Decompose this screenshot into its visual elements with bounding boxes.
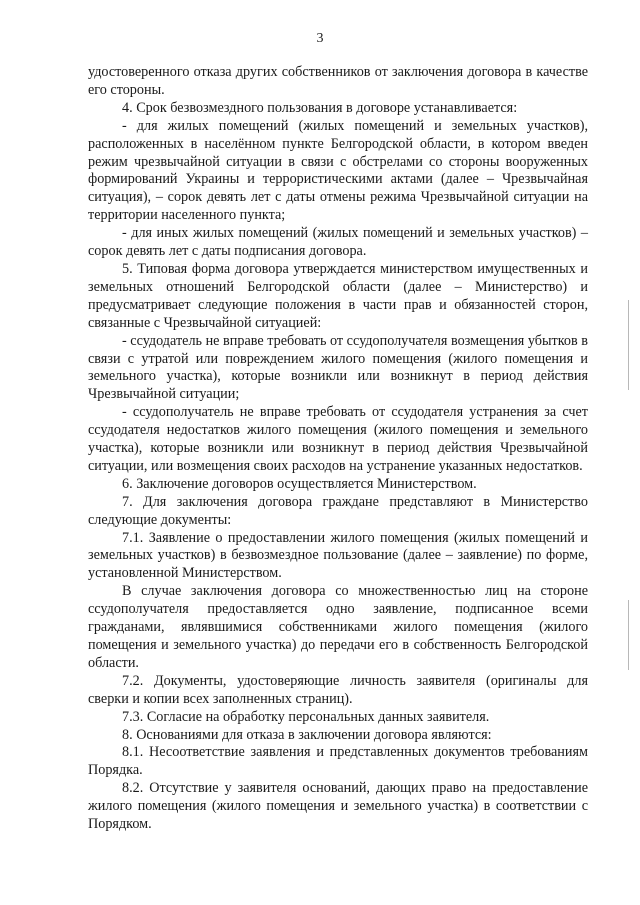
paragraph-8: 8. Основаниями для отказа в заключении договора являются: [122, 726, 492, 743]
document-body [88, 64, 588, 834]
paragraph-7-1: 7.1. Заявление о предоставлении жилого помещения (жилых помещений и земельных участков) в безвозмездное пользование (далее – заявление) по форме, установленной Министерством. [88, 529, 588, 582]
scan-edge-mark [628, 600, 635, 670]
page-number: 3 [316, 31, 324, 46]
paragraph-5-form: 5. Типовая форма договора утверждается министерством имущественных и земельных отношений Белгородской области (далее – Министерство) и предусматривает следующие положения в части прав и обязанностей сторон, связанные с Чрезвычайной ситуацией: [88, 260, 588, 331]
paragraph-4-dash-other: - для иных жилых помещений (жилых помещений и земельных участков) – сорок девять лет с даты подписания договора. [88, 225, 588, 260]
paragraph-4-dash-emergency: - для жилых помещений (жилых помещений и земельных участков), расположенных в населённом пункте Белгородской области, в котором введен режим чрезвычайной ситуации в связи с обстрелами со стороны вооруженных формирований Украины и террористическими актами (далее – Чрезвычайная ситуация), – сорок девять лет с даты отмены режима Чрезвычайной ситуации на территории населенного пункта; [88, 117, 588, 224]
paragraph-7-3: 7.3. Согласие на обработку персональных данных заявителя. [122, 708, 490, 725]
paragraph-continuation: удостоверенного отказа других собственников от заключения договора в качестве его стороны. [88, 64, 588, 98]
paragraph-5-dash-lender: - ссудодатель не вправе требовать от ссудополучателя возмещения убытков в связи с утратой или повреждением жилого помещения (жилого помещения и земельного участка), которые возникли или возникнут в период действия Чрезвычайной ситуации; [88, 332, 588, 403]
paragraph-8-2: 8.2. Отсутствие у заявителя оснований, дающих право на предоставление жилого помещения (жилого помещения и земельного участка) в соответствии с Порядком. [88, 780, 588, 833]
paragraph-7-2: 7.2. Документы, удостоверяющие личность заявителя (оригиналы для сверки и копии всех заполненных страниц). [88, 672, 588, 707]
paragraph-6: 6. Заключение договоров осуществляется Министерством. [122, 475, 477, 492]
paragraph-7: 7. Для заключения договора граждане представляют в Министерство следующие документы: [88, 493, 588, 528]
scan-edge-mark [628, 300, 635, 390]
paragraph-4-term: 4. Срок безвозмездного пользования в договоре устанавливается: [122, 99, 518, 116]
paragraph-5-dash-borrower: - ссудополучатель не вправе требовать от ссудодателя устранения за счет ссудодателя недостатков жилого помещения (жилого помещения и земельного участка), которые возникли или возникнут в период действия Чрезвычайной ситуации, или возмещения своих расходов на устранение указанных недостатков. [88, 404, 588, 474]
paragraph-7-1-multiple: В случае заключения договора со множественностью лиц на стороне ссудополучателя предоставляется одно заявление, подписанное всеми гражданами, являвшимися собственниками жилого помещения (жилого помещения и земельного участка) до передачи его в собственность Белгородской области. [88, 583, 588, 671]
paragraph-8-1: 8.1. Несоответствие заявления и представленных документов требованиям Порядка. [88, 744, 588, 779]
